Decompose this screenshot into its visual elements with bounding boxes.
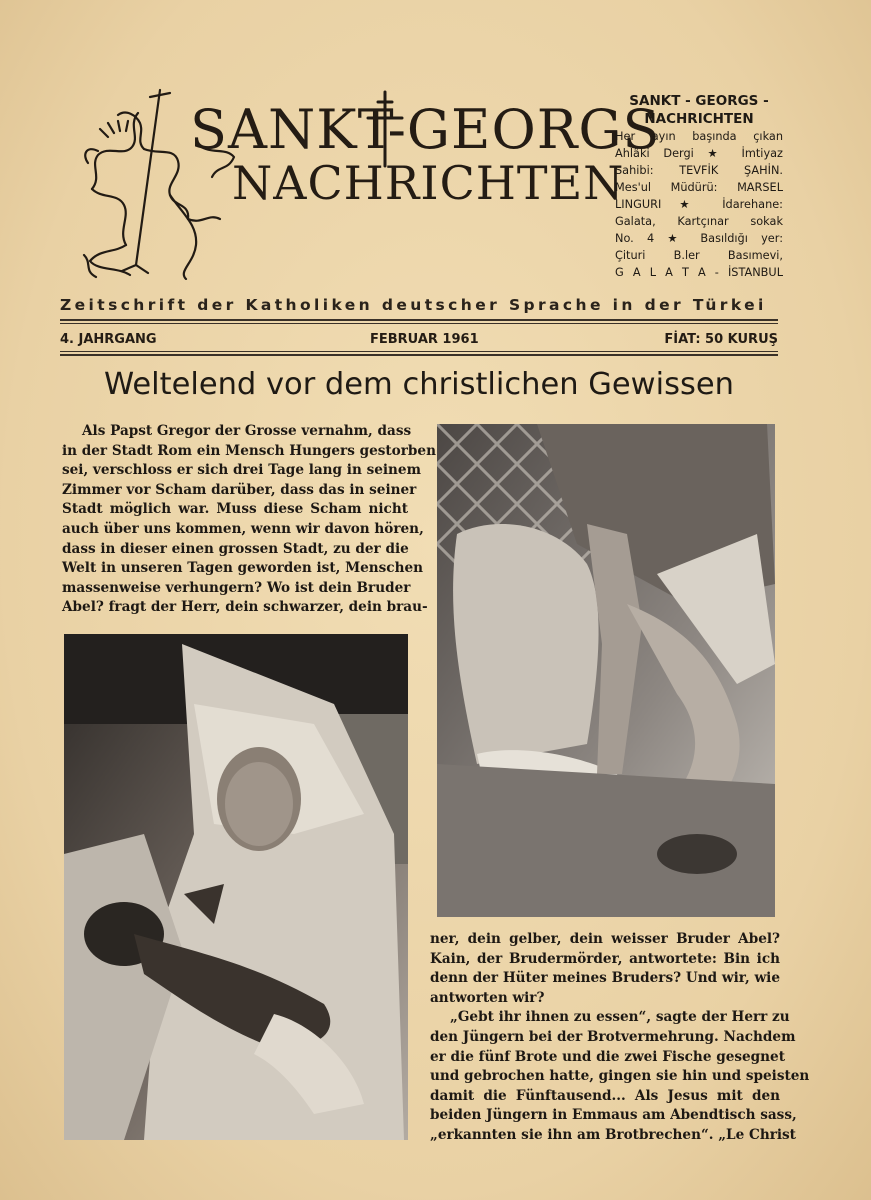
rule-bottom-thick	[60, 354, 778, 356]
issue-date: FEBRUAR 1961	[370, 332, 479, 347]
imprint-line: Ahlâki Dergi ★ İmtiyaz	[615, 147, 783, 160]
text-line: „Gebt ihr ihnen zu essen“, sagte der Herr zu	[450, 1009, 790, 1026]
price-label: FİAT: 50 KURUŞ	[664, 332, 778, 347]
text-line: beiden Jüngern in Emmaus am Abendtisch sass,	[430, 1107, 797, 1124]
text-line: in der Stadt Rom ein Mensch Hungers gestorben	[62, 442, 436, 459]
nun-holding-starving-infant-photo	[64, 634, 408, 1140]
article-headline: Weltelend vor dem christlichen Gewissen	[104, 367, 734, 402]
rule-bottom-thin	[60, 351, 778, 352]
imprint-line: Sahibi: TEVFİK ŞAHİN.	[615, 164, 783, 177]
imprint-line: Her ayın başında çıkan	[615, 130, 783, 143]
text-line: auch über uns kommen, wenn wir davon hören,	[62, 520, 424, 537]
text-line: „erkannten sie ihn am Brotbrechen“. „Le Christ	[430, 1126, 796, 1143]
text-line: Welt in unseren Tagen geworden ist, Menschen	[62, 560, 423, 577]
text-line: Zimmer vor Scham darüber, dass das in seiner	[62, 481, 417, 498]
masthead-subtitle: Zeitschrift der Katholiken deutscher Sprache in der Türkei	[60, 296, 767, 314]
text-line: Kain, der Brudermörder, antwortete: Bin ich	[430, 950, 780, 967]
article-column-1	[62, 422, 436, 618]
text-line: ner, dein gelber, dein weisser Bruder Abel?	[430, 931, 780, 947]
text-line: massenweise verhungern? Wo ist dein Bruder	[62, 579, 411, 596]
text-line: er die fünf Brote und die zwei Fische gesegnet	[430, 1048, 785, 1065]
text-line: Als Papst Gregor der Grosse vernahm, dass	[82, 423, 412, 439]
text-line: den Jüngern bei der Brotvermehrung. Nachdem	[430, 1028, 796, 1045]
text-line: sei, verschloss er sich drei Tage lang in seinem	[62, 462, 421, 479]
text-line: antworten wir?	[430, 989, 545, 1006]
imprint-title-line1: SANKT - GEORGS -	[629, 93, 769, 109]
imprint-line: No. 4 ★ Basıldığı yer:	[615, 232, 783, 245]
imprint-title-line2: NACHRICHTEN	[644, 111, 754, 127]
text-line: und gebrochen hatte, gingen sie hin und speisten	[430, 1068, 810, 1085]
masthead-title-line1: SANKT-GEORGS	[190, 98, 661, 161]
imprint-line: Mes'ul Müdürü: MARSEL	[615, 181, 783, 194]
article-column-2	[430, 930, 810, 1146]
imprint-line: Galata, Kartçınar sokak	[615, 215, 783, 228]
rule-top-thin	[60, 323, 778, 324]
text-line: Stadt möglich war. Muss diese Scham nicht	[62, 501, 408, 518]
imprint-line: G A L A T A - İSTANBUL	[615, 266, 783, 279]
imprint-line: Çituri B.ler Basımevi,	[615, 249, 783, 262]
text-line: dass in dieser einen grossen Stadt, zu der die	[62, 540, 409, 557]
imprint-box	[615, 92, 783, 281]
text-line: Abel? fragt der Herr, dein schwarzer, dein brau-	[62, 599, 428, 616]
text-line: damit die Fünftausend... Als Jesus mit den	[430, 1087, 780, 1104]
issue-info-bar	[60, 330, 778, 350]
text-line: denn der Hüter meines Bruders? Und wir, wie	[430, 970, 780, 987]
volume-label: 4. JAHRGANG	[60, 332, 157, 347]
masthead-title-line2: NACHRICHTEN	[232, 156, 625, 210]
emaciated-child-photo	[437, 424, 775, 917]
rule-top-thick	[60, 319, 778, 321]
imprint-line: LINGURI ★ İdarehane:	[615, 198, 783, 211]
